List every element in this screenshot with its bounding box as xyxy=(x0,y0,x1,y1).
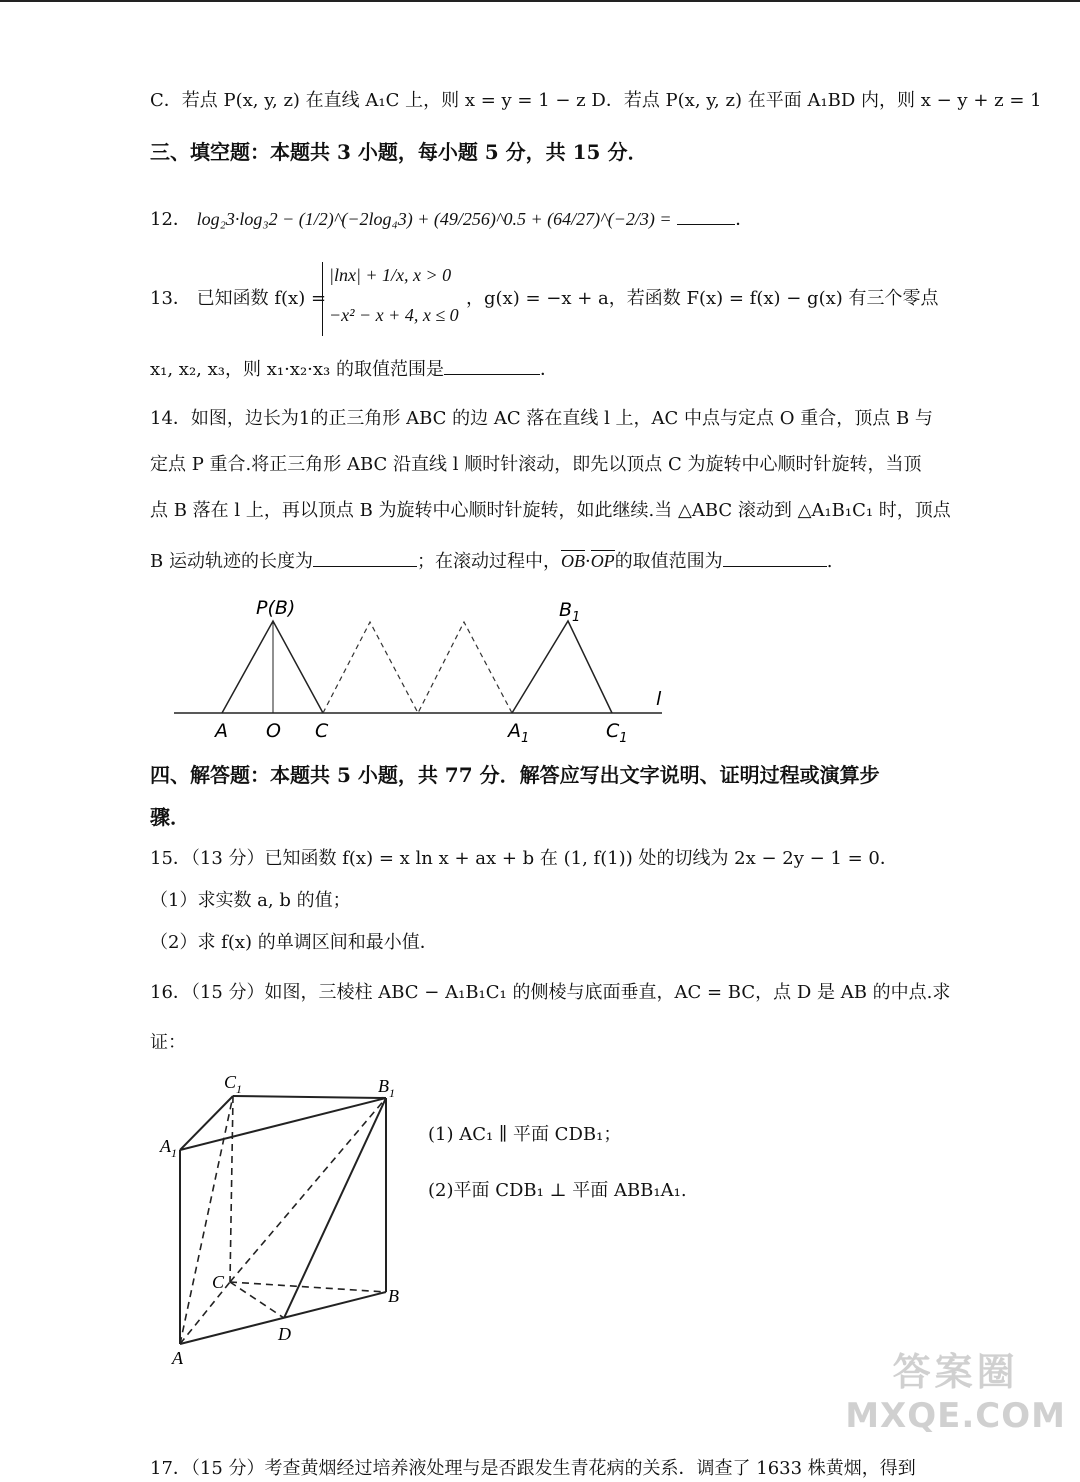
rolling-path-dashed xyxy=(323,622,512,713)
q14-line-2: 定点 P 重合.将正三角形 ABC 沿直线 l 顺时针滚动，即先以顶点 C 为旋转中心顺时针旋转，当顶 xyxy=(150,454,922,475)
watermark-logo xyxy=(845,1341,1066,1436)
q14-rolling-text: ；在滚动过程中， xyxy=(416,551,561,572)
q13-answer-blank[interactable] xyxy=(444,358,540,375)
q16-line-1: 16．（15 分）如图，三棱柱 ABC − A₁B₁C₁ 的侧棱与底面垂直，AC = BC，点 D 是 AB 的中点.求 xyxy=(150,982,951,1003)
top-border-line xyxy=(0,0,1080,2)
segment-ac1-hidden xyxy=(180,1096,233,1344)
q14-range-text: 的取值范围为 xyxy=(614,551,723,572)
q13-line-2 xyxy=(150,357,940,383)
label-o: O xyxy=(266,720,281,742)
q15-part-1: （1）求实数 a, b 的值； xyxy=(150,890,351,911)
q16-part-1: (1) AC₁ ∥ 平面 CDB₁； xyxy=(428,1124,622,1145)
q13-continuation: ，g(x) = −x + a，若函数 F(x) = f(x) − g(x) 有三个零点 xyxy=(466,288,939,309)
label-p-b: P(B) xyxy=(256,597,296,619)
q13-case-2: −x² − x + 4, x ≤ 0 xyxy=(329,305,459,325)
edge-cc1-hidden xyxy=(230,1096,233,1282)
label-c1: $C_1$ xyxy=(224,1072,243,1096)
edge-cb-hidden xyxy=(230,1282,386,1292)
edge-a1b1 xyxy=(180,1098,386,1150)
q12-expression: log₂3·log₃2 − (1/2)^(−2log₄3) + (49/256)^0.5 + (64/27)^(−2/3) = xyxy=(196,209,672,229)
label-a: A xyxy=(215,720,228,742)
label-a1: $A_1$ xyxy=(160,1136,177,1160)
q13-number: 13． xyxy=(150,288,191,309)
label-d: D xyxy=(278,1324,291,1344)
q13-zeros-text: x₁, x₂, x₃，则 x₁·x₂·x₃ 的取值范围是 xyxy=(150,359,444,380)
watermark-bottom-text: MXQE.COM xyxy=(845,1396,1066,1436)
q13-case-1: |lnx| + 1/x, x > 0 xyxy=(329,265,452,285)
q14-line-1: 14．如图，边长为1的正三角形 ABC 的边 AC 落在直线 l 上，AC 中点与定点 O 重合，顶点 B 与 xyxy=(150,408,933,429)
section-4-heading-line-1: 四、解答题：本题共 5 小题，共 77 分．解答应写出文字说明、证明过程或演算步 xyxy=(150,763,880,787)
q14-line-4 xyxy=(150,548,940,575)
q15-line-1: 15．（13 分）已知函数 f(x) = x ln x + ax + b 在 (1, f(1)) 处的切线为 2x − 2y − 1 = 0． xyxy=(150,848,898,869)
q13-intro: 已知函数 f(x) = xyxy=(196,288,327,309)
vector-dot: · xyxy=(584,551,591,572)
q16-part-2: (2)平面 CDB₁ ⊥ 平面 ABB₁A₁. xyxy=(428,1180,687,1201)
q14-answer-blank-1[interactable] xyxy=(313,550,417,567)
edge-c1b1 xyxy=(233,1096,386,1098)
watermark-top-text: 答案圈 xyxy=(892,1350,1019,1394)
label-b1: $B_1$ xyxy=(378,1076,395,1100)
q17-line-1: 17．（15 分）考查黄烟经过培养液处理与是否跟发生青花病的关系．调查了 1633 株黄烟，得到 xyxy=(150,1458,916,1479)
label-c: C xyxy=(212,1272,225,1292)
vector-op: OP xyxy=(590,551,615,571)
segment-cb1-hidden xyxy=(230,1098,386,1282)
q14-end: . xyxy=(826,551,833,572)
rolling-triangle-figure xyxy=(170,592,680,744)
segment-db1 xyxy=(284,1098,386,1318)
section-4-heading-line-2: 骤． xyxy=(150,805,190,829)
q14-track-length-text: B 运动轨迹的长度为 xyxy=(150,551,313,572)
segment-cd-hidden xyxy=(230,1282,284,1318)
q13-end: ． xyxy=(539,359,558,380)
section-3-heading: 三、填空题：本题共 3 小题，每小题 5 分，共 15 分． xyxy=(150,140,648,164)
option-c-d-line xyxy=(150,88,1042,114)
label-l: l xyxy=(656,688,662,710)
label-b1: $B_1$ xyxy=(559,599,581,625)
label-a1: $A_1$ xyxy=(508,720,530,744)
label-c1: $C_1$ xyxy=(606,720,628,744)
q14-line-3: 点 B 落在 l 上，再以顶点 B 为旋转中心顺时针旋转，如此继续.当 △ABC 滚动到 △A₁B₁C₁ 时，顶点 xyxy=(150,500,951,521)
label-a: A xyxy=(172,1348,183,1368)
vector-ob: OB xyxy=(560,551,585,571)
option-c: C．若点 P(x, y, z) 在直线 A₁C 上，则 x = y = 1 − z xyxy=(150,90,586,111)
option-d: D．若点 P(x, y, z) 在平面 A₁BD 内，则 x − y + z = 1 xyxy=(591,90,1042,111)
label-c: C xyxy=(315,720,329,742)
q12-answer-blank[interactable] xyxy=(677,208,735,225)
prism-figure xyxy=(150,1068,410,1368)
edge-a1c1 xyxy=(180,1096,233,1150)
question-12 xyxy=(150,206,940,233)
q16-line-2: 证： xyxy=(150,1032,186,1053)
q12-end: ． xyxy=(735,209,754,230)
q14-answer-blank-2[interactable] xyxy=(723,550,827,567)
q12-number: 12． xyxy=(150,209,191,230)
q15-part-2: （2）求 f(x) 的单调区间和最小值． xyxy=(150,932,438,953)
triangle-a1b1c1 xyxy=(512,621,612,713)
label-b: B xyxy=(388,1286,399,1306)
